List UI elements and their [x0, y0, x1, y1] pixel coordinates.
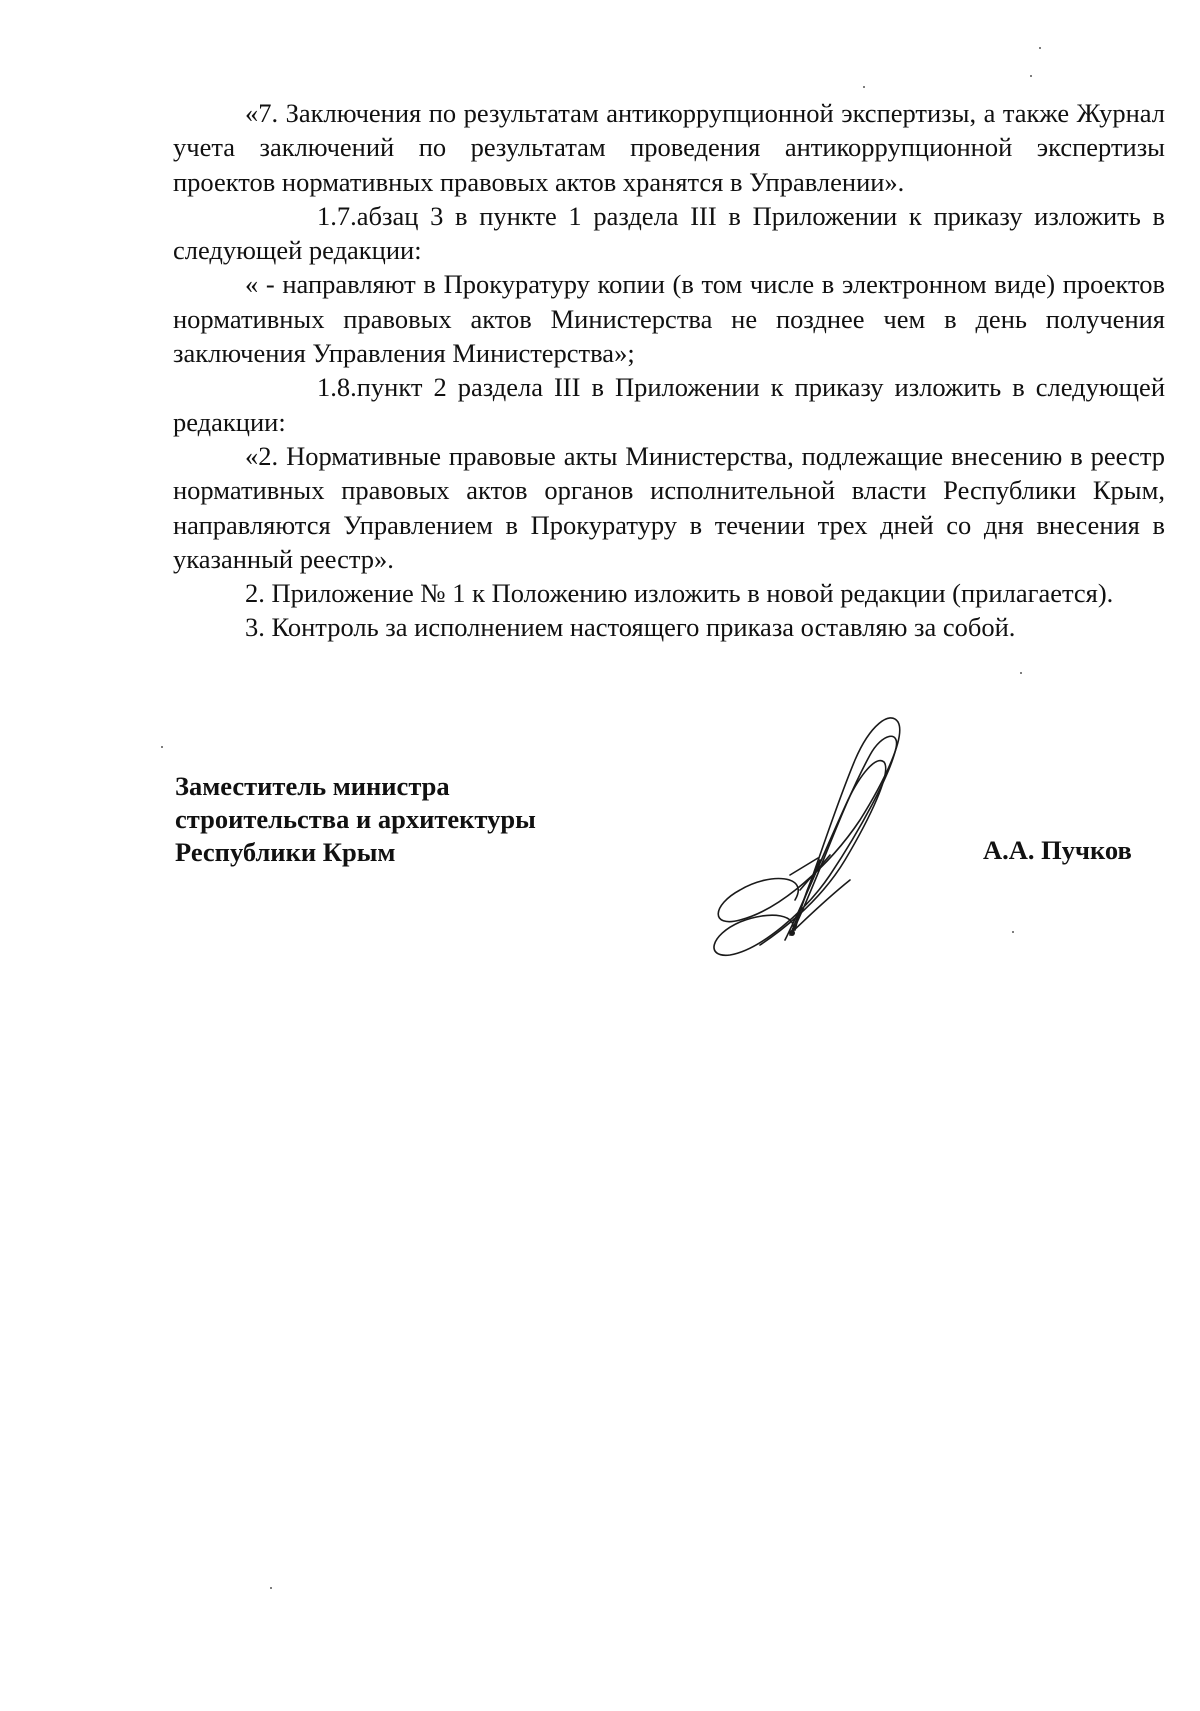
scan-speck: [1039, 47, 1041, 49]
position-line: строительства и архитектуры: [175, 804, 536, 834]
item-text: пункт 2 раздела III в Приложении к приказу изложить в следующей редакции:: [173, 372, 1165, 437]
scan-speck: [161, 746, 163, 748]
signatory-position: [175, 770, 536, 869]
position-line: Республики Крым: [175, 837, 396, 867]
item-text: абзац 3 в пункте 1 раздела III в Приложении к приказу изложить в следующей редакции:: [173, 200, 1165, 266]
paragraph-quote-2: «2. Нормативные правовые акты Министерства, подлежащие внесению в реестр нормативных правовых актов органов исполнительной власти Республики Крым, направляются Управлением в Прокуратуру в течении трех дней со дня внесения в указанный реестр».: [173, 440, 1165, 574]
paragraph-2: 2. Приложение № 1 к Положению изложить в новой редакции (прилагается).: [245, 578, 1114, 609]
paragraph-1-7: [173, 199, 1165, 268]
item-number: 1.7.: [317, 200, 357, 231]
paragraph-quote-prokuratura: « - направляют в Прокуратуру копии (в том числе в электронном виде) проектов нормативных правовых актов Министерства не позднее чем в день получения заключения Управления Министерства»;: [173, 269, 1165, 369]
scan-speck: [863, 86, 865, 88]
scan-speck: [270, 1587, 272, 1589]
item-number: 1.8.: [317, 372, 357, 403]
document-body: [173, 96, 1165, 645]
scan-speck: [1030, 75, 1032, 77]
scan-speck: [1012, 931, 1014, 933]
signer-name: А.А. Пучков: [983, 835, 1132, 865]
paragraph-7-quote: «7. Заключения по результатам антикоррупционной экспертизы, а также Журнал учета заключений по результатам проведения антикоррупционной экспертизы проектов нормативных правовых актов хранятся в Управлении».: [173, 98, 1165, 197]
scan-speck: [1020, 672, 1022, 674]
handwritten-signature-icon: [700, 700, 920, 970]
paragraph-3: 3. Контроль за исполнением настоящего приказа оставляю за собой.: [245, 612, 1016, 643]
position-line: Заместитель министра: [175, 771, 450, 801]
paragraph-1-8: [173, 370, 1165, 439]
